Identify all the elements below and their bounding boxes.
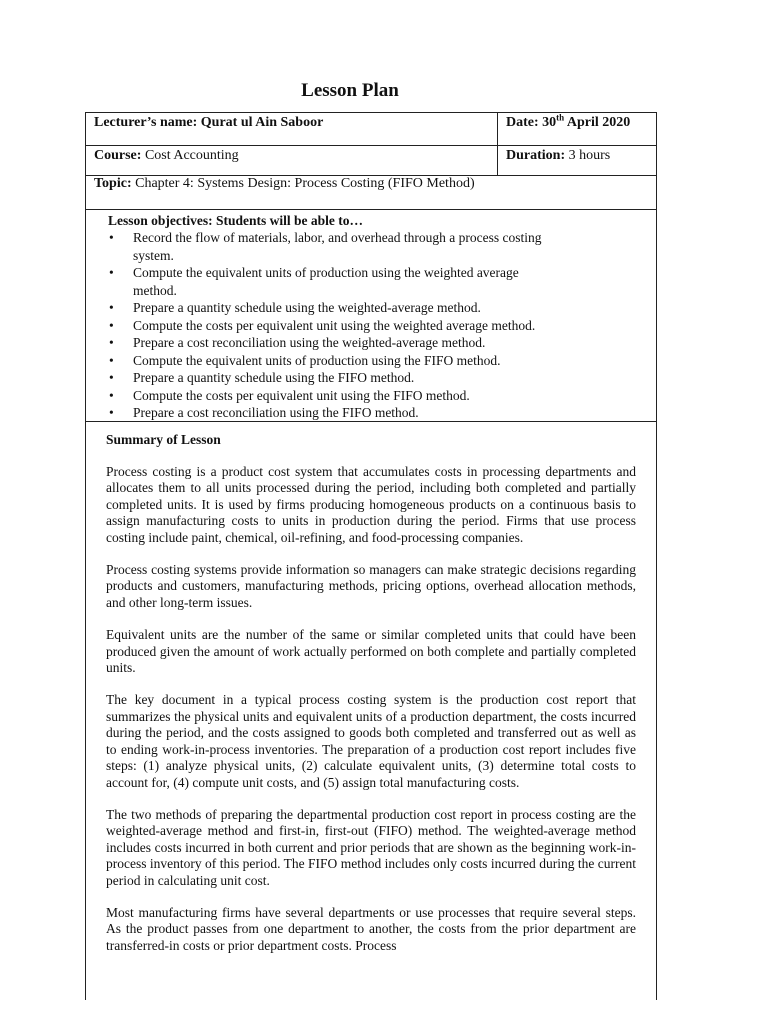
summary-paragraph: Equivalent units are the number of the same or similar completed units that could have been produced given the amount of work actually performed on both complete and partially completed units. [106,627,636,676]
objective-item: • Compute the equivalent units of production using the FIFO method. [133,352,634,370]
objective-item: • Compute the costs per equivalent unit using the weighted average method. [133,317,634,335]
summary-heading: Summary of Lesson [106,432,221,447]
objective-item: • Compute the costs per equivalent unit using the FIFO method. [133,387,634,405]
duration-value: 3 hours [565,148,611,163]
objective-item: • Prepare a quantity schedule using the weighted-average method. [133,299,634,317]
duration [498,146,656,175]
objectives-heading: Lesson objectives: Students will be able to… [108,213,364,228]
date-rest: April 2020 [564,115,631,130]
page-title: Lesson Plan [301,80,399,101]
lesson-date [498,113,656,145]
objective-item: • Record the flow of materials, labor, and overhead through a process costing system. [133,229,634,264]
summary-paragraph: Most manufacturing firms have several departments or use processes that require several steps. As the product passes from one department to another, the costs from the prior department are transferred-in costs or prior department costs. Process [106,904,636,953]
summary-section [86,422,656,970]
course [86,146,498,175]
course-label: Course: [94,148,142,163]
lecturer-name: Lecturer’s name: Qurat ul Ain Saboor [86,113,498,145]
course-duration-row [86,146,656,176]
topic-label: Topic: [94,176,132,191]
summary-paragraph: Process costing systems provide information so managers can make strategic decisions regarding products and customers, manufacturing methods, pricing options, overhead allocation methods, and other long-term issues. [106,562,636,610]
topic-row [86,176,656,210]
course-value: Cost Accounting [141,148,239,163]
summary-paragraph: Process costing is a product cost system that accumulates costs in processing departments and allocates them to all units processed during the period, including both completed and partially completed units. It is used by firms producing homogeneous products on a continuous basis to assign manufacturing costs to units in production during the period. Firms that use process costing include paint, chemical, oil-refining, and food-processing companies. [106,464,636,545]
objective-item: • Prepare a cost reconciliation using the weighted-average method. [133,334,634,352]
date-suffix: th [556,112,565,123]
topic-value: Chapter 4: Systems Design: Process Costing (FIFO Method) [131,176,475,191]
summary-paragraph: The key document in a typical process costing system is the production cost report that summarizes the physical units and equivalent units of a production department, the costs incurred during the period, and the costs assigned to goods both completed and transferred out as well as to ending work-in-process inventories. The preparation of a production cost report includes five steps: (1) analyze physical units, (2) calculate equivalent units, (3) determine total costs to account for, (4) compute unit costs, and (5) assign total manufacturing costs. [106,692,636,790]
objective-item: • Compute the equivalent units of production using the weighted average method. [133,264,634,299]
summary-paragraph: The two methods of preparing the departmental production cost report in process costing are the weighted-average method and first-in, first-out (FIFO) method. The weighted-average method includes costs incurred in both current and prior periods that are shown as the beginning work-in-process inventory of this period. The FIFO method includes only costs incurred during the current period in calculating unit cost. [106,806,636,888]
lecturer-date-row [86,113,656,146]
objectives-list [108,229,634,422]
lesson-plan-table [85,112,657,1000]
objective-item: • Prepare a quantity schedule using the FIFO method. [133,369,634,387]
objective-item: • Prepare a cost reconciliation using the FIFO method. [133,404,634,422]
objectives-section [86,210,656,422]
date-label: Date: 30 [506,115,557,130]
duration-label: Duration: [506,148,566,163]
